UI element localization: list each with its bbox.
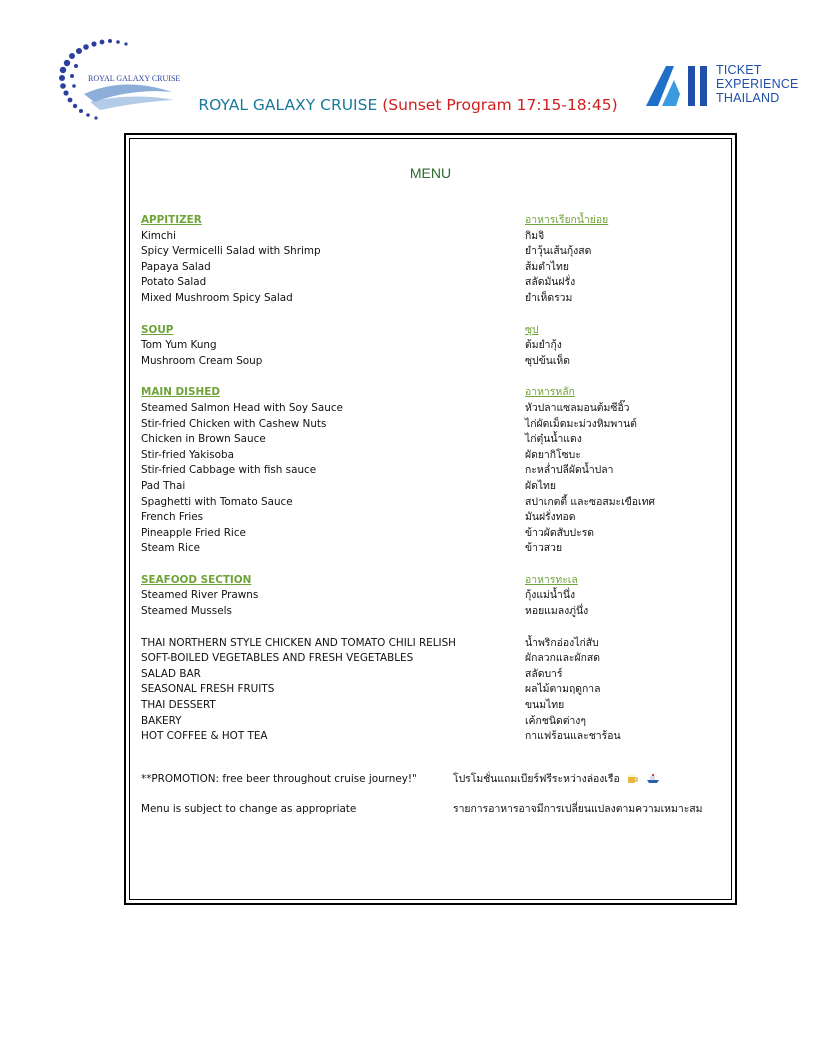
item-en: BAKERY — [141, 714, 182, 727]
item-th: หอยแมลงภู่นึ่ง — [525, 605, 589, 618]
item-th: กิมจิ — [525, 229, 545, 242]
menu-frame-inner — [129, 138, 732, 900]
item-en: THAI NORTHERN STYLE CHICKEN AND TOMATO CHILI RELISH — [141, 636, 457, 649]
menu-item — [141, 432, 731, 448]
page-title — [0, 96, 816, 114]
extra-item — [141, 682, 731, 698]
item-en: Potato Salad — [141, 276, 207, 289]
section-heading-seafood — [141, 573, 731, 589]
section-heading-appetizer — [141, 213, 731, 229]
heading-th: อาหารทะเล — [525, 573, 578, 586]
menu-item — [141, 354, 731, 370]
item-th: สปาเกตตี้ และซอสมะเขือเทศ — [525, 495, 656, 508]
item-en: Mushroom Cream Soup — [141, 354, 263, 367]
menu-item — [141, 463, 731, 479]
promotion-th-wrap — [453, 771, 660, 787]
menu-item — [141, 448, 731, 464]
menu-item — [141, 604, 731, 620]
heading-en: APPITIZER — [141, 214, 202, 226]
item-th: กะหล่ำปลีผัดน้ำปลา — [525, 464, 614, 477]
logo-line-experience: EXPERIENCE — [716, 77, 799, 91]
item-th: ยำวุ้นเส้นกุ้งสด — [525, 245, 592, 258]
extra-item — [141, 729, 731, 745]
spacer — [141, 307, 731, 323]
item-en: French Fries — [141, 511, 204, 524]
logo-line-thailand: THAILAND — [716, 91, 780, 105]
menu-title: MENU — [409, 165, 452, 181]
beer-icon — [627, 774, 639, 784]
item-th: ข้าวสวย — [525, 542, 563, 555]
item-en: THAI DESSERT — [141, 699, 216, 712]
item-th: ซุปข้นเห็ด — [525, 354, 571, 367]
item-th: กาแฟร้อนและชาร้อน — [525, 730, 621, 743]
promotion-line — [141, 771, 731, 787]
menu-item — [141, 510, 731, 526]
menu-item — [141, 495, 731, 511]
item-th: มันฝรั่งทอด — [525, 511, 576, 524]
item-en: Tom Yum Kung — [141, 339, 217, 352]
heading-en: SOUP — [141, 323, 174, 336]
item-en: Kimchi — [141, 229, 177, 242]
section-heading-soup — [141, 323, 731, 339]
royal-galaxy-cruise-logo — [54, 36, 194, 128]
heading-th: อาหารหลัก — [525, 386, 575, 399]
ship-icon — [646, 774, 660, 784]
item-th: ไก่ผัดเม็ดมะม่วงหิมพานต์ — [525, 417, 637, 430]
menu-item — [141, 260, 731, 276]
item-en: Papaya Salad — [141, 260, 211, 273]
notice-line — [141, 801, 731, 817]
item-en: Pineapple Fried Rice — [141, 526, 246, 539]
menu-item — [141, 291, 731, 307]
item-en: Steamed Salmon Head with Soy Sauce — [141, 401, 343, 414]
heading-th: อาหารเรียกน้ำย่อย — [525, 214, 609, 226]
item-th: ยำเห็ดรวม — [525, 291, 573, 304]
item-en: Steamed River Prawns — [141, 589, 259, 602]
menu-item — [141, 526, 731, 542]
extra-item — [141, 714, 731, 730]
notice-en: Menu is subject to change as appropriate — [141, 803, 357, 815]
item-th: หัวปลาแซลมอนต้มซีอิ๊ว — [525, 401, 630, 414]
item-th: ผลไม้ตามฤดูกาล — [525, 683, 601, 696]
menu-item — [141, 338, 731, 354]
menu-item — [141, 244, 731, 260]
notice-th: รายการอาหารอาจมีการเปลี่ยนแปลงตามความเหมาะสม — [453, 803, 703, 815]
item-th: ผัดยากิโซบะ — [525, 448, 581, 461]
extra-item — [141, 698, 731, 714]
menu-frame — [124, 133, 737, 905]
extra-item — [141, 636, 731, 652]
item-th: กุ้งแม่น้ำนึ่ง — [525, 589, 576, 602]
item-th: ผัดไทย — [525, 479, 556, 492]
item-th: สลัดบาร์ — [525, 667, 563, 680]
item-en: SALAD BAR — [141, 667, 201, 680]
spacer — [141, 369, 731, 385]
extra-item — [141, 651, 731, 667]
spacer — [141, 620, 731, 636]
menu-list — [141, 213, 731, 745]
heading-en: SEAFOOD SECTION — [141, 573, 252, 586]
item-en: SEASONAL FRESH FRUITS — [141, 683, 275, 696]
menu-item — [141, 229, 731, 245]
item-th: น้ำพริกอ่องไก่สับ — [525, 636, 599, 649]
item-en: Spaghetti with Tomato Sauce — [141, 495, 293, 508]
item-en: Pad Thai — [141, 479, 186, 492]
item-th: ต้มยำกุ้ง — [525, 339, 562, 352]
cruise-name: ROYAL GALAXY CRUISE — [198, 96, 378, 114]
item-en: Steam Rice — [141, 542, 201, 555]
item-th: เค้กชนิดต่างๆ — [525, 714, 586, 727]
menu-footer — [141, 771, 731, 817]
item-en: SOFT-BOILED VEGETABLES AND FRESH VEGETABLES — [141, 652, 414, 665]
menu-item — [141, 479, 731, 495]
item-en: Steamed Mussels — [141, 605, 232, 618]
item-th: ส้มตำไทย — [525, 260, 569, 273]
spacer — [141, 557, 731, 573]
menu-item — [141, 417, 731, 433]
item-en: HOT COFFEE & HOT TEA — [141, 730, 268, 743]
item-th: ขนมไทย — [525, 699, 565, 712]
menu-item — [141, 588, 731, 604]
item-th: ผักลวกและผักสด — [525, 652, 600, 665]
item-th: ข้าวผัดสับปะรด — [525, 526, 595, 539]
menu-item — [141, 401, 731, 417]
logo-text: ROYAL GALAXY CRUISE — [88, 74, 181, 83]
item-en: Stir-fried Chicken with Cashew Nuts — [141, 417, 327, 430]
section-heading-main-dishes — [141, 385, 731, 401]
item-th: ไก่ตุ๋นน้ำแดง — [525, 433, 582, 446]
program-time: (Sunset Program 17:15-18:45) — [382, 96, 618, 114]
heading-en: MAIN DISHED — [141, 386, 220, 399]
item-en: Stir-fried Cabbage with fish sauce — [141, 464, 317, 477]
item-en: Chicken in Brown Sauce — [141, 433, 266, 446]
spacer — [141, 787, 731, 801]
menu-item — [141, 275, 731, 291]
logo-line-ticket: TICKET — [716, 63, 762, 77]
item-th: สลัดมันฝรั่ง — [525, 276, 576, 289]
menu-item — [141, 541, 731, 557]
item-en: Spicy Vermicelli Salad with Shrimp — [141, 245, 321, 258]
promotion-en: **PROMOTION: free beer throughout cruise journey!" — [141, 773, 417, 785]
extra-item — [141, 667, 731, 683]
item-en: Stir-fried Yakisoba — [141, 448, 234, 461]
promotion-th: โปรโมชั่นแถมเบียร์ฟรีระหว่างล่องเรือ — [453, 773, 620, 785]
item-en: Mixed Mushroom Spicy Salad — [141, 291, 293, 304]
heading-th: ซุป — [525, 323, 539, 336]
